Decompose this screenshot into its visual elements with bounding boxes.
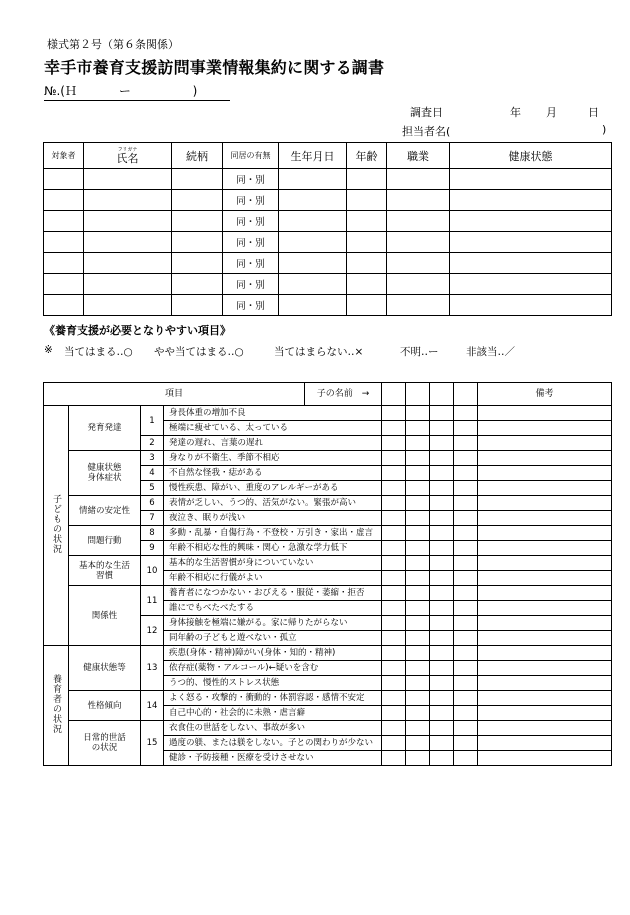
note-cell[interactable] [478,421,612,436]
table-row [44,691,612,706]
check-cell[interactable] [406,526,430,541]
check-cell[interactable] [430,421,454,436]
cell[interactable] [450,295,612,316]
check-cell[interactable] [406,436,430,451]
check-cell[interactable] [454,406,478,421]
cell[interactable] [387,169,450,190]
cell[interactable] [84,232,172,253]
cohabit-cell[interactable]: 同・別 [223,253,279,274]
legend-somewhat: やや当てはまる‥○ [154,346,244,358]
cell[interactable] [44,190,84,211]
cell[interactable] [172,253,223,274]
cell[interactable] [387,232,450,253]
record-number-label: №.(Ｈ [44,84,77,98]
group-parent-label: 養育者の状況 [51,674,61,734]
col-subject: 対象者 [44,143,84,169]
item-text: 自己中心的・社会的に未熟・虐言癖 [164,706,382,721]
head-note: 備考 [478,383,612,406]
check-cell[interactable] [430,631,454,646]
table-row [44,406,612,421]
item-number: 4 [141,466,164,481]
cohabit-cell[interactable]: 同・別 [223,232,279,253]
staff-label: 担当者名( [402,125,451,138]
cell[interactable] [84,211,172,232]
cat-parent-care [69,721,141,766]
check-cell[interactable] [406,691,430,706]
note-cell[interactable] [478,676,612,691]
item-text: よく怒る・攻撃的・衝動的・体罰容認・感情不安定 [164,691,382,706]
cell[interactable] [279,211,347,232]
check-cell[interactable] [454,661,478,676]
check-cell[interactable] [430,436,454,451]
check-cell[interactable] [430,571,454,586]
col-health: 健康状態 [450,143,612,169]
cat-life [69,556,141,586]
item-text: 極端に痩せている、太っている [164,421,382,436]
table-row [44,169,612,190]
col-name [84,143,172,169]
cohabit-cell[interactable]: 同・別 [223,169,279,190]
check-cell[interactable] [382,691,406,706]
group-parent [44,646,69,766]
check-cell[interactable] [454,466,478,481]
item-text: 表情が乏しい、うつ的、活気がない。緊張が高い [164,496,382,511]
check-cell[interactable] [382,466,406,481]
cell[interactable] [450,190,612,211]
check-cell[interactable] [382,451,406,466]
check-cell[interactable] [382,721,406,736]
check-cell[interactable] [382,571,406,586]
item-text: 身体接触を極端に嫌がる。家に帰りたがらない [164,616,382,631]
record-number [44,82,230,101]
cell[interactable] [387,274,450,295]
check-cell[interactable] [406,676,430,691]
item-text: 養育者になつかない・おびえる・服従・萎縮・拒否 [164,586,382,601]
check-cell[interactable] [406,601,430,616]
item-number: 2 [141,436,164,451]
note-cell[interactable] [478,526,612,541]
check-cell[interactable] [406,541,430,556]
check-cell[interactable] [454,631,478,646]
table-row [44,586,612,601]
section-title: 《養育支援が必要となりやすい項目》 [44,324,231,337]
item-number: 3 [141,451,164,466]
cat-parent-care-line1: 日常的世話 [83,733,126,743]
item-text: 過度の躾、または躾をしない。子との関わりが少ない [164,736,382,751]
cat-life-line1: 基本的な生活 [78,560,130,571]
note-cell[interactable] [478,406,612,421]
check-cell[interactable] [430,751,454,766]
child-name-cell[interactable] [382,383,406,406]
item-number: 15 [141,721,164,766]
table-row [44,646,612,661]
note-cell[interactable] [478,721,612,736]
check-cell[interactable] [382,511,406,526]
cell[interactable] [347,253,387,274]
check-cell[interactable] [382,631,406,646]
legend-na: 非該当‥／ [466,346,516,358]
check-cell[interactable] [430,556,454,571]
table-row [44,496,612,511]
cell[interactable] [172,295,223,316]
cell[interactable] [387,190,450,211]
record-number-dash: ー [118,84,131,98]
check-cell[interactable] [406,616,430,631]
record-number-close: ) [192,84,198,98]
item-text: 慢性疾患、障がい、重度のアレルギーがある [164,481,382,496]
group-child-label: 子どもの状況 [51,494,61,554]
item-text: 身長体重の増加不良 [164,406,382,421]
item-number: 11 [141,586,164,616]
legend [44,344,614,358]
check-cell[interactable] [454,646,478,661]
family-table-header [44,143,612,169]
item-text: 誰にでもべたべたする [164,601,382,616]
check-cell[interactable] [406,556,430,571]
cohabit-cell[interactable]: 同・別 [223,211,279,232]
check-cell[interactable] [454,751,478,766]
cell[interactable] [44,232,84,253]
check-cell[interactable] [382,706,406,721]
note-cell[interactable] [478,751,612,766]
cell[interactable] [44,169,84,190]
check-cell[interactable] [382,751,406,766]
check-cell[interactable] [382,406,406,421]
check-cell[interactable] [406,481,430,496]
legend-applies: 当てはまる‥○ [64,346,133,358]
cell[interactable] [172,232,223,253]
item-number: 7 [141,511,164,526]
checklist-header [44,383,612,406]
check-cell[interactable] [454,451,478,466]
check-cell[interactable] [454,481,478,496]
cohabit-cell[interactable]: 同・別 [223,274,279,295]
check-cell[interactable] [430,541,454,556]
note-cell[interactable] [478,466,612,481]
cell[interactable] [279,253,347,274]
check-cell[interactable] [454,736,478,751]
item-number: 14 [141,691,164,721]
staff-close: ) [602,123,607,136]
check-cell[interactable] [430,661,454,676]
check-cell[interactable] [406,451,430,466]
check-cell[interactable] [454,706,478,721]
note-cell[interactable] [478,436,612,451]
legend-not: 当てはまらない‥× [274,346,364,358]
note-cell[interactable] [478,601,612,616]
check-cell[interactable] [382,586,406,601]
item-number: 12 [141,616,164,646]
item-text: 発達の遅れ、言葉の遅れ [164,436,382,451]
cell[interactable] [172,211,223,232]
check-cell[interactable] [430,616,454,631]
child-name-cell[interactable] [454,383,478,406]
cell[interactable] [172,169,223,190]
cat-life-line2: 習慣 [95,570,113,581]
col-relation: 続柄 [172,143,223,169]
check-cell[interactable] [454,526,478,541]
cat-behavior: 問題行動 [69,526,141,556]
check-cell[interactable] [430,451,454,466]
cell[interactable] [279,190,347,211]
cell[interactable] [450,211,612,232]
check-cell[interactable] [430,466,454,481]
table-row [44,232,612,253]
table-row [44,556,612,571]
cell[interactable] [450,274,612,295]
col-cohabit: 同居の有無 [223,143,279,169]
check-cell[interactable] [382,646,406,661]
cell[interactable] [347,232,387,253]
cat-development: 発育発達 [69,406,141,451]
table-row [44,274,612,295]
cell[interactable] [347,274,387,295]
cell[interactable] [387,295,450,316]
item-text: 多動・乱暴・自傷行為・不登校・万引き・家出・虚言 [164,526,382,541]
check-cell[interactable] [382,556,406,571]
check-cell[interactable] [382,526,406,541]
item-text: 不自然な怪我・痣がある [164,466,382,481]
check-cell[interactable] [430,721,454,736]
cat-health-line2: 身体症状 [87,473,122,483]
check-cell[interactable] [454,721,478,736]
check-cell[interactable] [406,646,430,661]
checklist-table [43,382,612,766]
check-cell[interactable] [382,601,406,616]
item-number: 13 [141,646,164,691]
check-cell[interactable] [406,466,430,481]
item-number: 5 [141,481,164,496]
cat-parent-health: 健康状態等 [69,646,141,691]
item-number: 1 [141,406,164,436]
check-cell[interactable] [382,421,406,436]
check-cell[interactable] [406,511,430,526]
col-name-label: 氏名 [116,151,139,165]
check-cell[interactable] [454,571,478,586]
check-cell[interactable] [454,541,478,556]
month-label: 月 [546,106,557,119]
item-number: 6 [141,496,164,511]
check-cell[interactable] [406,706,430,721]
item-text: 衣食住の世話をしない、事故が多い [164,721,382,736]
note-cell[interactable] [478,451,612,466]
check-cell[interactable] [406,721,430,736]
item-text: 疾患(身体・精神)障がい(身体・知的・精神) [164,646,382,661]
check-cell[interactable] [382,736,406,751]
cell[interactable] [279,274,347,295]
item-text: 依存症(薬物・アルコール)←疑いを含む [164,661,382,676]
cell[interactable] [44,211,84,232]
check-cell[interactable] [406,496,430,511]
check-cell[interactable] [430,406,454,421]
table-row [44,253,612,274]
check-cell[interactable] [454,586,478,601]
check-cell[interactable] [454,676,478,691]
table-row [44,295,612,316]
note-cell[interactable] [478,481,612,496]
check-cell[interactable] [382,616,406,631]
check-cell[interactable] [430,736,454,751]
check-cell[interactable] [382,436,406,451]
cat-health [69,451,141,496]
table-row [44,211,612,232]
cell[interactable] [84,169,172,190]
check-cell[interactable] [382,496,406,511]
head-child-name: 子の名前 → [305,383,382,406]
check-cell[interactable] [430,586,454,601]
check-cell[interactable] [454,691,478,706]
note-cell[interactable] [478,736,612,751]
check-cell[interactable] [406,751,430,766]
item-text: 基本的な生活習慣が身についていない [164,556,382,571]
note-cell[interactable] [478,511,612,526]
head-item: 項目 [44,383,305,406]
check-cell[interactable] [406,586,430,601]
cell[interactable] [44,295,84,316]
cell[interactable] [347,295,387,316]
legend-unknown: 不明‥ー [400,346,439,358]
check-cell[interactable] [382,661,406,676]
child-name-cell[interactable] [406,383,430,406]
day-label: 日 [588,106,599,119]
cell[interactable] [172,274,223,295]
page-title: 幸手市養育支援訪問事業情報集約に関する調書 [44,58,385,77]
cell[interactable] [44,253,84,274]
check-cell[interactable] [406,571,430,586]
cell[interactable] [450,169,612,190]
cat-emotion: 情緒の安定性 [69,496,141,526]
item-text: 夜泣き、眠りが浅い [164,511,382,526]
cell[interactable] [387,211,450,232]
survey-date-label: 調査日 [410,106,443,119]
table-row [44,451,612,466]
cell[interactable] [450,253,612,274]
cohabit-cell[interactable]: 同・別 [223,190,279,211]
col-furigana: フリガナ [117,146,138,153]
check-cell[interactable] [430,691,454,706]
note-cell[interactable] [478,706,612,721]
check-cell[interactable] [406,406,430,421]
check-cell[interactable] [430,676,454,691]
year-label: 年 [510,106,521,119]
check-cell[interactable] [382,541,406,556]
cell[interactable] [347,190,387,211]
child-name-cell[interactable] [430,383,454,406]
item-text: 身なりが不衛生、季節不相応 [164,451,382,466]
cat-relation: 関係性 [69,586,141,646]
legend-mark: ※ [44,344,53,356]
form-number: 様式第２号（第６条関係） [47,38,179,51]
note-cell[interactable] [478,661,612,676]
check-cell[interactable] [454,556,478,571]
cell[interactable] [279,295,347,316]
check-cell[interactable] [454,436,478,451]
check-cell[interactable] [382,481,406,496]
check-cell[interactable] [430,496,454,511]
note-cell[interactable] [478,496,612,511]
check-cell[interactable] [454,601,478,616]
table-row [44,721,612,736]
cell[interactable] [450,232,612,253]
item-text: 年齢不相応に行儀がよい [164,571,382,586]
note-cell[interactable] [478,646,612,661]
item-number: 9 [141,541,164,556]
cell[interactable] [279,169,347,190]
cell[interactable] [172,190,223,211]
check-cell[interactable] [406,631,430,646]
cell[interactable] [347,211,387,232]
note-cell[interactable] [478,556,612,571]
cell[interactable] [279,232,347,253]
table-row [44,526,612,541]
check-cell[interactable] [430,511,454,526]
group-child [44,406,69,646]
note-cell[interactable] [478,541,612,556]
check-cell[interactable] [454,421,478,436]
note-cell[interactable] [478,571,612,586]
note-cell[interactable] [478,616,612,631]
cell[interactable] [84,295,172,316]
check-cell[interactable] [430,601,454,616]
cell[interactable] [387,253,450,274]
item-text: 年齢不相応な性的興味・関心・急激な学力低下 [164,541,382,556]
cell[interactable] [84,274,172,295]
cell[interactable] [84,190,172,211]
cat-health-line1: 健康状態 [87,463,122,473]
check-cell[interactable] [430,481,454,496]
item-text: うつ的、慢性的ストレス状態 [164,676,382,691]
cat-parent-care-line2: の状況 [91,743,118,753]
check-cell[interactable] [406,421,430,436]
item-number: 10 [141,556,164,586]
check-cell[interactable] [430,526,454,541]
item-number: 8 [141,526,164,541]
col-age: 年齢 [347,143,387,169]
family-table [43,142,612,316]
cat-parent-tendency: 性格傾向 [69,691,141,721]
note-cell[interactable] [478,586,612,601]
col-job: 職業 [387,143,450,169]
check-cell[interactable] [430,646,454,661]
cohabit-cell[interactable]: 同・別 [223,295,279,316]
item-text: 健診・予防接種・医療を受けさせない [164,751,382,766]
check-cell[interactable] [382,676,406,691]
cell[interactable] [84,253,172,274]
note-cell[interactable] [478,631,612,646]
note-cell[interactable] [478,691,612,706]
check-cell[interactable] [406,661,430,676]
check-cell[interactable] [454,616,478,631]
check-cell[interactable] [406,736,430,751]
item-text: 同年齢の子どもと遊べない・孤立 [164,631,382,646]
col-birth: 生年月日 [279,143,347,169]
check-cell[interactable] [454,511,478,526]
check-cell[interactable] [454,496,478,511]
cell[interactable] [347,169,387,190]
table-row [44,190,612,211]
cell[interactable] [44,274,84,295]
check-cell[interactable] [430,706,454,721]
